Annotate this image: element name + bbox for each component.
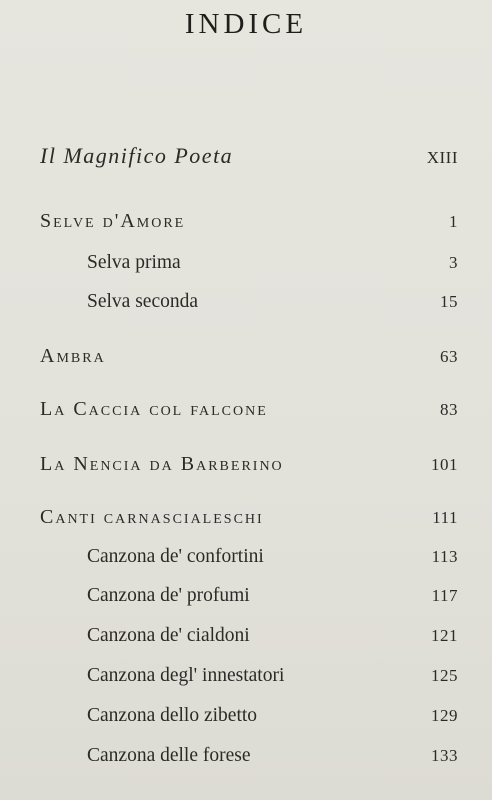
toc-entry-page: 3 <box>449 253 458 272</box>
toc-subentry <box>87 705 458 735</box>
toc-entry-label: Ambra <box>40 345 106 367</box>
toc-entry-page: 133 <box>431 746 458 765</box>
toc-entry-page: 121 <box>431 626 458 645</box>
toc-entry <box>40 143 458 173</box>
toc-subentry <box>87 252 458 282</box>
toc-entry <box>40 345 458 375</box>
toc-entry-page: 129 <box>431 706 458 725</box>
toc-entry-page: 83 <box>440 400 458 419</box>
toc-entry-label: Canzona de' confortini <box>87 546 264 567</box>
toc-entry-page: 125 <box>431 666 458 685</box>
toc-entry-page: 111 <box>432 508 458 527</box>
toc-subentry <box>87 625 458 655</box>
toc-entry-label: Selva seconda <box>87 291 199 312</box>
toc-entry <box>40 398 458 428</box>
toc-entry-label: Canzona degl' innestatori <box>87 665 285 686</box>
page-title: INDICE <box>184 8 308 40</box>
toc-entry-page: XIII <box>426 148 458 167</box>
toc-entry-label: Canti carnascialeschi <box>40 506 264 528</box>
toc-entry-label: Canzona de' cialdoni <box>87 625 250 646</box>
toc-entry-page: 1 <box>449 212 458 231</box>
toc-entry-page: 113 <box>431 547 458 566</box>
toc-entry <box>40 506 458 536</box>
toc-entry-label: Canzona dello zibetto <box>87 705 258 726</box>
toc-subentry <box>87 585 458 615</box>
toc-subentry <box>87 665 458 695</box>
toc-entry-label: Canzona delle forese <box>87 745 251 766</box>
toc-entry <box>40 453 458 483</box>
toc-subentry <box>87 745 458 775</box>
toc-entry-label: La Caccia col falcone <box>40 398 268 420</box>
toc-entry-page: 117 <box>431 586 458 605</box>
toc-entry-label: La Nencia da Barberino <box>40 453 284 475</box>
toc-subentry <box>87 546 458 576</box>
toc-entry <box>40 210 458 240</box>
toc-entry-label: Canzona de' profumi <box>87 585 250 606</box>
toc-entry-page: 63 <box>440 347 458 366</box>
toc-entry-label: Il Magnifico Poeta <box>40 143 234 168</box>
toc-entry-label: Selve d'Amore <box>40 210 186 232</box>
toc-entry-page: 101 <box>431 455 458 474</box>
toc-subentry <box>87 291 458 321</box>
toc-entry-page: 15 <box>440 292 458 311</box>
toc-entry-label: Selva prima <box>87 252 181 273</box>
